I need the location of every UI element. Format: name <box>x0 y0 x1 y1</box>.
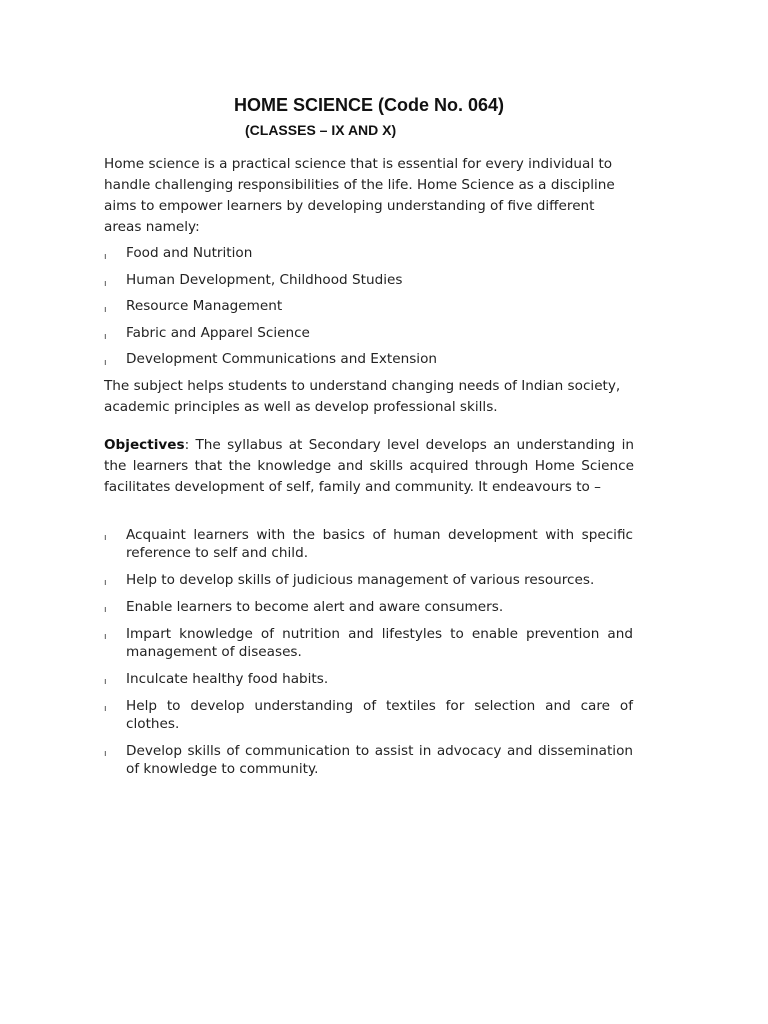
list-item <box>104 349 634 376</box>
subject-paragraph: The subject helps students to understand changing needs of Indian society, academic principles as well as develop professional skills. <box>104 378 621 415</box>
bullet-icon: ı <box>104 252 107 262</box>
objective-text: Impart knowledge of nutrition and lifestyles to enable prevention and management of diseases. <box>126 626 633 660</box>
bullet-icon: ı <box>104 578 107 588</box>
bullet-icon: ı <box>104 305 107 315</box>
page-subtitle: (CLASSES – IX AND X) <box>245 122 397 138</box>
list-item <box>104 571 633 589</box>
objectives-label: Objectives <box>104 437 185 453</box>
bullet-icon: ı <box>104 605 107 615</box>
list-item <box>104 670 633 688</box>
bullet-icon: ı <box>104 749 107 759</box>
area-label: Food and Nutrition <box>126 245 253 261</box>
objectives-intro: : The syllabus at Secondary level develops an understanding in the learners that the knowledge and skills acquired through Home Science facilitates development of self, family and community. It endeavours to – <box>104 437 634 495</box>
objectives-list <box>104 526 633 787</box>
area-label: Human Development, Childhood Studies <box>126 271 403 288</box>
bullet-icon: ı <box>104 704 107 714</box>
objective-text: Acquaint learners with the basics of human development with specific reference to self and child. <box>126 527 633 561</box>
list-item <box>104 243 634 270</box>
list-item <box>104 270 634 297</box>
list-item <box>104 742 633 778</box>
bullet-icon: ı <box>104 331 107 342</box>
area-label: Development Communications and Extension <box>126 351 438 367</box>
objectives-paragraph <box>104 435 634 498</box>
intro-paragraph: Home science is a practical science that is essential for every individual to handle challenging responsibilities of the life. Home Science as a discipline aims to empower learners by developing understanding of five different areas namely: <box>104 156 615 235</box>
list-item <box>104 296 634 323</box>
bullet-icon: ı <box>104 632 107 642</box>
area-label: Fabric and Apparel Science <box>126 324 310 341</box>
list-item <box>104 526 633 562</box>
objective-text: Help to develop understanding of textiles for selection and care of clothes. <box>126 698 633 732</box>
list-item <box>104 697 633 733</box>
objective-text: Help to develop skills of judicious management of various resources. <box>126 572 595 588</box>
bullet-icon: ı <box>104 677 107 687</box>
list-item <box>104 598 633 616</box>
page-title: HOME SCIENCE (Code No. 064) <box>234 95 505 115</box>
areas-list <box>104 243 634 376</box>
bullet-icon: ı <box>104 278 107 289</box>
list-item <box>104 323 634 350</box>
objective-text: Enable learners to become alert and aware consumers. <box>126 599 504 615</box>
bullet-icon: ı <box>104 358 107 368</box>
objective-text: Inculcate healthy food habits. <box>126 671 329 687</box>
bullet-icon: ı <box>104 533 107 543</box>
list-item <box>104 625 633 661</box>
area-label: Resource Management <box>126 298 283 314</box>
objective-text: Develop skills of communication to assist in advocacy and dissemination of knowledge to community. <box>126 743 633 777</box>
